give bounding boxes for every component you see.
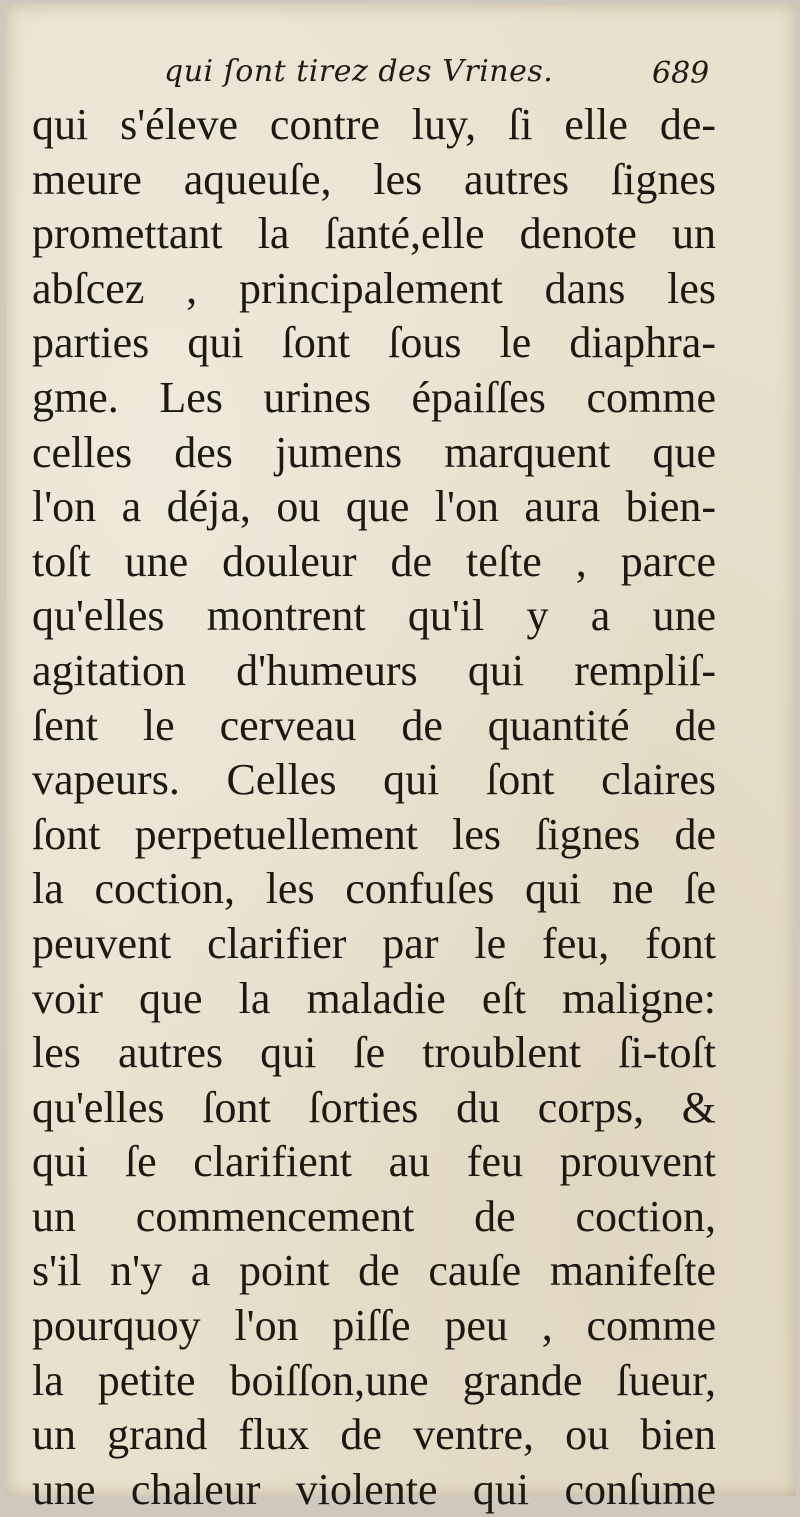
text-line: peuvent clarifier par le feu, font — [32, 918, 716, 968]
body-text — [32, 98, 716, 1517]
text-line: qui s'éleve contre luy, ſi elle de- — [32, 100, 716, 149]
text-line: un commencement de coction, — [32, 1191, 716, 1241]
text-line: la coction, les confuſes qui ne ſe — [32, 864, 716, 914]
page-number: 689 — [652, 56, 710, 91]
text-line: qu'elles ſont ſorties du corps, & — [32, 1082, 716, 1132]
text-line: la petite boiſſon,une grande ſueur, — [32, 1355, 716, 1405]
text-line: les autres qui ſe troublent ſi-toſt — [32, 1028, 716, 1078]
text-line: vapeurs. Celles qui ſont claires — [32, 755, 716, 805]
text-line: un grand flux de ventre, ou bien — [32, 1410, 716, 1460]
text-line: s'il n'y a point de cauſe manifeſte — [32, 1246, 716, 1296]
text-line: voir que la maladie eſt maligne: — [32, 973, 716, 1023]
text-line: celles des jumens marquent que — [32, 427, 716, 477]
text-line: qui ſe clarifient au feu prouvent — [32, 1137, 716, 1187]
text-line: ſont perpetuellement les ſignes de — [32, 809, 716, 859]
text-line: gme. Les urines épaiſſes comme — [32, 372, 716, 422]
text-line: ſent le cerveau de quantité de — [32, 700, 716, 750]
text-line: qu'elles montrent qu'il y a une — [32, 591, 716, 641]
text-line: l'on a déja, ou que l'on aura bien- — [32, 482, 716, 532]
text-line: une chaleur violente qui conſume — [32, 1464, 716, 1514]
text-line: agitation d'humeurs qui rempliſ- — [32, 645, 716, 695]
running-title: qui ſont tirez des Vrines. — [164, 54, 554, 89]
page-header — [6, 54, 796, 98]
text-line: toſt une douleur de teſte , parce — [32, 536, 716, 586]
book-page — [6, 4, 796, 1514]
text-line: promettant la ſanté,elle denote un — [32, 209, 716, 259]
text-line: meure aqueuſe, les autres ſignes — [32, 154, 716, 204]
text-line: abſcez , principalement dans les — [32, 263, 716, 313]
text-line: parties qui ſont ſous le diaphra- — [32, 318, 716, 368]
text-line: pourquoy l'on piſſe peu , comme — [32, 1301, 716, 1351]
